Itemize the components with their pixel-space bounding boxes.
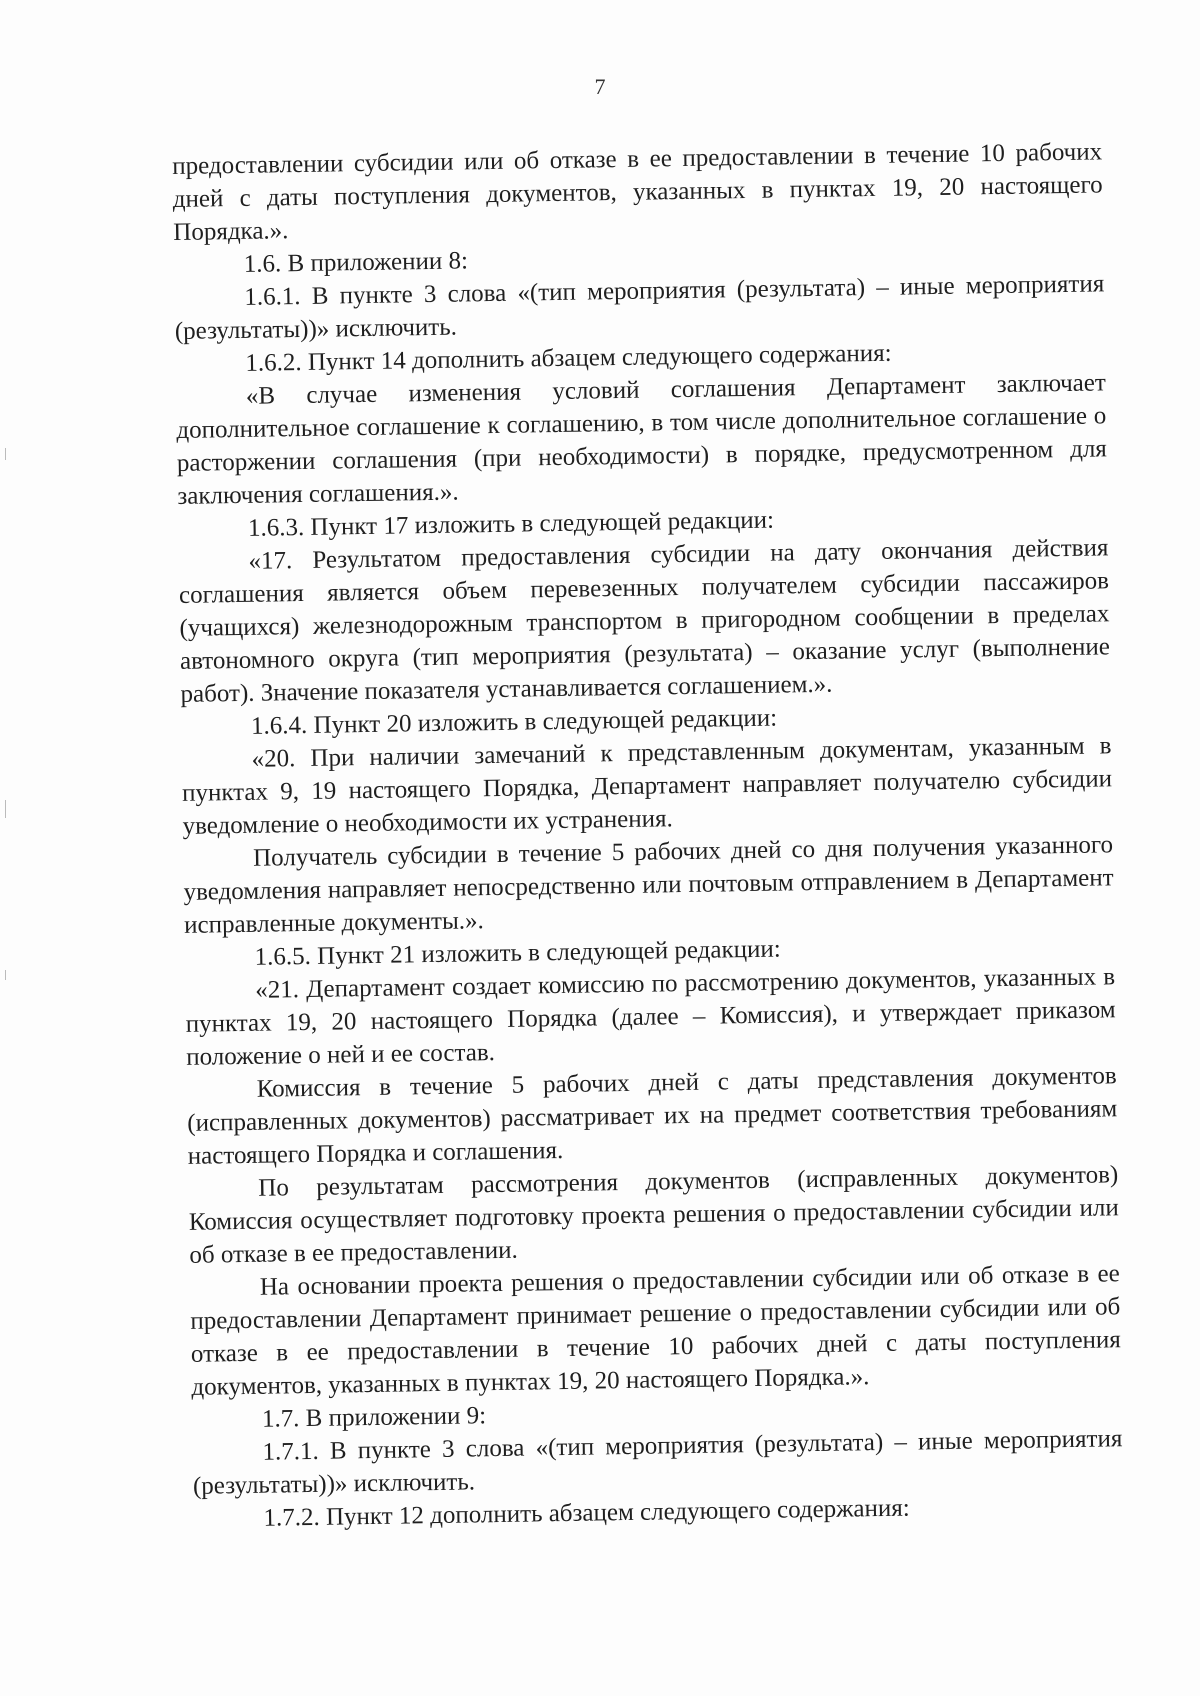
page-number: 7 xyxy=(594,74,606,99)
paragraph: «20. При наличии замечаний к представленным документам, указанным в пунктах 9, 19 настоящего Порядка, Департамент направляет получателю субсидии уведомление о необходимости их устранения. xyxy=(181,732,1113,840)
paragraph: предоставлении субсидии или об отказе в ее предоставлении в течение 10 рабочих дней с даты поступления документов, указанных в пунктах 19, 20 настоящего Порядка.». xyxy=(172,138,1103,246)
paragraph: 1.7.2. Пункт 12 дополнить абзацем следующего содержания: xyxy=(263,1494,910,1532)
paragraph: По результатам рассмотрения документов (исправленных документов) Комиссия осуществляет подготовку проекта решения о предоставлении субсидии или об отказе в ее предоставлении. xyxy=(188,1161,1119,1269)
scan-margin-mark xyxy=(5,970,6,980)
paragraph: «17. Результатом предоставления субсидии на дату окончания действия соглашения является объем перевезенных получателем субсидии пассажиров (учащихся) железнодорожным транспортом в пригородном сообщении в пределах автономного округа (тип мероприятия (результата) – оказание услуг (выполнение работ). Значение показателя устанавливается соглашением.». xyxy=(178,534,1111,708)
paragraph: 1.7.1. В пункте 3 слова «(тип мероприятия (результата) – иные мероприятия (результаты))» исключить. xyxy=(192,1425,1123,1500)
paragraph: 1.6.4. Пункт 20 изложить в следующей редакции: xyxy=(250,704,778,740)
scan-margin-mark xyxy=(5,448,6,460)
paragraph: 1.6. В приложении 8: xyxy=(243,247,469,278)
paragraph: 1.7. В приложении 9: xyxy=(261,1402,487,1433)
document-body xyxy=(172,135,1124,1535)
scan-margin-mark xyxy=(5,800,6,818)
paragraph: Комиссия в течение 5 рабочих дней с даты представления документов (исправленных документов) рассматривает их на предмет соответствия требованиям настоящего Порядка и соглашения. xyxy=(187,1062,1118,1170)
paragraph: «21. Департамент создает комиссию по рассмотрению документов, указанных в пунктах 19, 20 настоящего Порядка (далее – Комиссия), и утверждает приказом положение о ней и ее состав. xyxy=(185,963,1116,1071)
paragraph: «В случае изменения условий соглашения Департамент заключает дополнительное соглашение к соглашению, в том числе дополнительное соглашение о расторжении соглашения (при необходимости) в порядке, предусмотренном для заключения соглашения.». xyxy=(176,369,1108,510)
paragraph: 1.6.3. Пункт 17 изложить в следующей редакции: xyxy=(247,506,775,542)
paragraph: 1.6.2. Пункт 14 дополнить абзацем следующего содержания: xyxy=(245,339,892,377)
paragraph: 1.6.1. В пункте 3 слова «(тип мероприятия (результата) – иные мероприятия (результаты))» исключить. xyxy=(174,270,1105,345)
paragraph: 1.6.5. Пункт 21 изложить в следующей редакции: xyxy=(254,935,781,971)
paragraph: На основании проекта решения о предоставлении субсидии или об отказе в ее предоставлении Департамент принимает решение о предоставлении субсидии или об отказе в ее предоставлении в течение 10 рабочих дней с даты поступления документов, указанных в пунктах 19, 20 настоящего Порядка.». xyxy=(190,1260,1122,1401)
paragraph: Получатель субсидии в течение 5 рабочих дней со дня получения указанного уведомления направляет непосредственно или почтовым отправлением в Департамент исправленные документы.». xyxy=(183,831,1114,939)
